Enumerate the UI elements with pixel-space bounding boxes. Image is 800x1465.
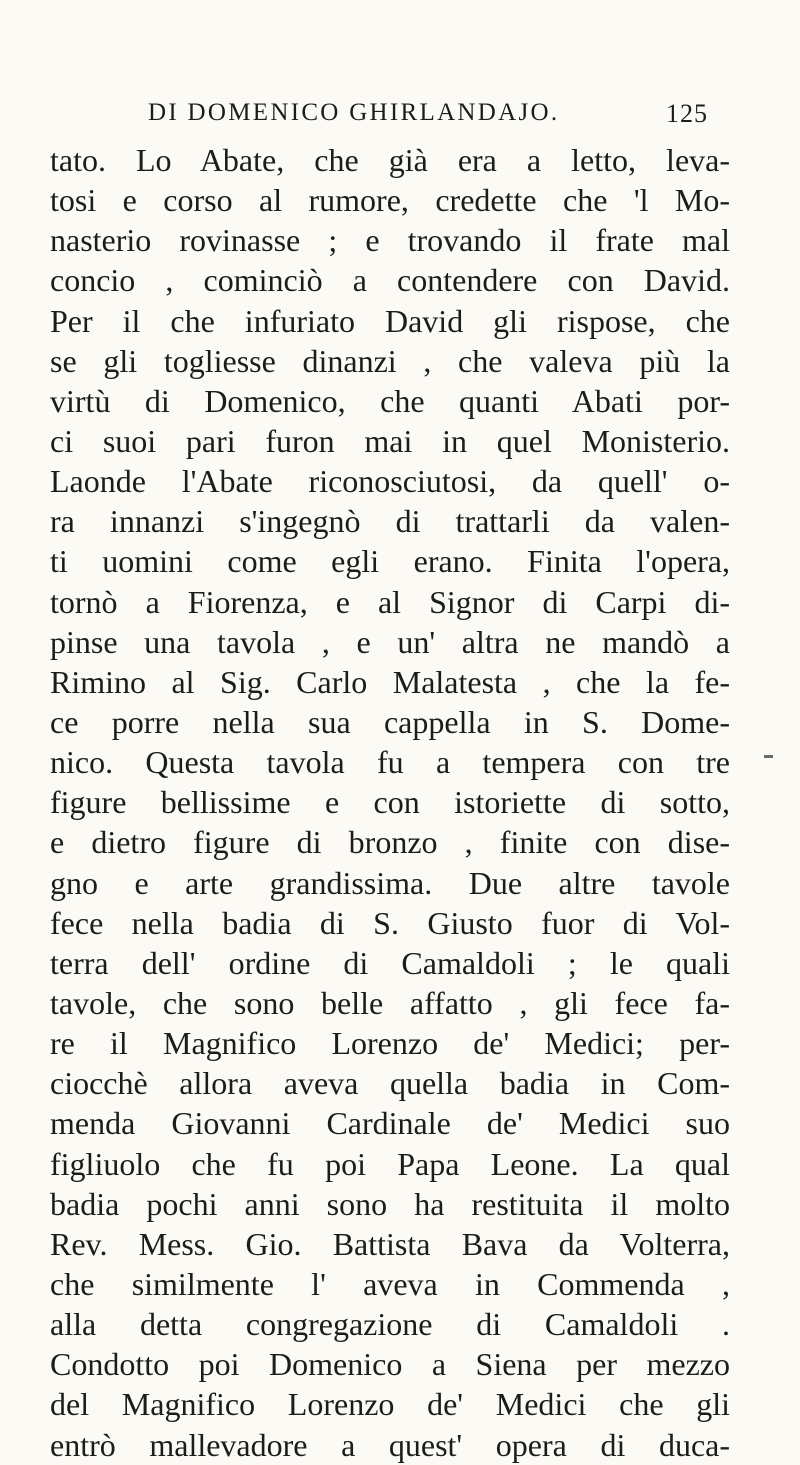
- text-line: fece nella badia di S. Giusto fuor di Vol-: [50, 904, 730, 941]
- page-number: 125: [666, 99, 708, 128]
- text-line: ciocchè allora aveva quella badia in Com-: [50, 1065, 730, 1102]
- text-line: concio , cominciò a contendere con David.: [50, 262, 730, 299]
- text-line: del Magnifico Lorenzo de' Medici che gli: [50, 1386, 730, 1423]
- text-line: figliuolo che fu poi Papa Leone. La qual: [50, 1145, 730, 1182]
- text-line: gno e arte grandissima. Due altre tavole: [50, 864, 730, 901]
- text-line: ra innanzi s'ingegnò di trattarli da valen-: [50, 503, 730, 540]
- text-line: ce porre nella sua cappella in S. Dome-: [50, 703, 730, 740]
- text-line: figure bellissime e con istoriette di sotto,: [50, 784, 730, 821]
- text-line: se gli togliesse dinanzi , che valeva più la: [50, 342, 730, 379]
- text-line: tornò a Fiorenza, e al Signor di Carpi di-: [50, 583, 730, 620]
- body-text: [50, 140, 730, 1465]
- text-line: badia pochi anni sono ha restituita il molto: [50, 1185, 730, 1222]
- text-line: tosi e corso al rumore, credette che 'l Mo-: [50, 182, 730, 219]
- text-line: alla detta congregazione di Camaldoli .: [50, 1306, 730, 1343]
- text-line: re il Magnifico Lorenzo de' Medici; per-: [50, 1025, 730, 1062]
- text-line: che similmente l' aveva in Commenda ,: [50, 1265, 730, 1302]
- text-line: e dietro figure di bronzo , finite con dise-: [50, 824, 730, 861]
- running-head: [148, 95, 708, 135]
- text-line: Rimino al Sig. Carlo Malatesta , che la fe-: [50, 663, 730, 700]
- text-line: nasterio rovinasse ; e trovando il frate mal: [50, 222, 730, 259]
- text-line: terra dell' ordine di Camaldoli ; le quali: [50, 944, 730, 981]
- text-line: entrò mallevadore a quest' opera di duca-: [50, 1426, 730, 1463]
- text-line: tato. Lo Abate, che già era a letto, leva-: [50, 142, 730, 178]
- text-line: Rev. Mess. Gio. Battista Bava da Volterra,: [50, 1225, 730, 1262]
- running-title: DI DOMENICO GHIRLANDAJO.: [148, 99, 560, 126]
- text-line: ti uomini come egli erano. Finita l'opera,: [50, 543, 730, 580]
- text-line: Condotto poi Domenico a Siena per mezzo: [50, 1346, 730, 1383]
- text-line: menda Giovanni Cardinale de' Medici suo: [50, 1105, 730, 1142]
- margin-dash-mark: [764, 755, 773, 758]
- text-line: nico. Questa tavola fu a tempera con tre: [50, 744, 730, 781]
- text-line: pinse una tavola , e un' altra ne mandò a: [50, 623, 730, 660]
- text-line: virtù di Domenico, che quanti Abati por-: [50, 382, 730, 419]
- text-line: Per il che infuriato David gli rispose, che: [50, 302, 730, 339]
- text-line: Laonde l'Abate riconosciutosi, da quell' o-: [50, 463, 730, 500]
- text-line: tavole, che sono belle affatto , gli fece fa-: [50, 984, 730, 1021]
- text-line: ci suoi pari furon mai in quel Monisterio.: [50, 422, 730, 459]
